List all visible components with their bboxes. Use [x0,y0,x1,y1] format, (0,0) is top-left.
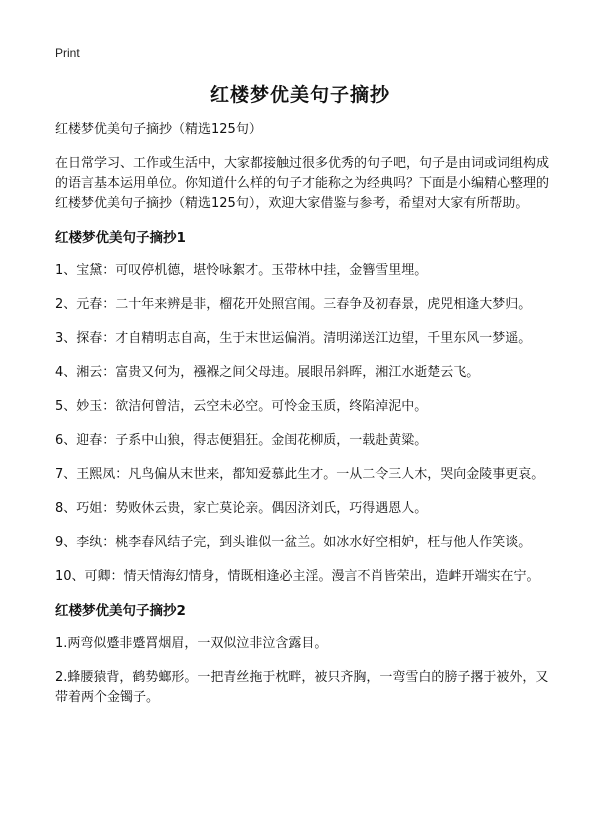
section-heading-2: 红楼梦优美句子摘抄2 [55,603,186,619]
print-label: Print [55,46,80,60]
list-item: 9、李纨：桃李春风结子完，到头谁似一盆兰。如冰水好空相妒，枉与他人作笑谈。 [55,535,532,550]
list-item: 4、湘云：富贵又何为，襁褓之间父母违。展眼吊斜晖，湘江水逝楚云飞。 [55,365,480,380]
document-subtitle: 红楼梦优美句子摘抄（精选125句） [55,122,262,137]
list-item: 7、王熙凤：凡鸟偏从末世来，都知爱慕此生才。一从二令三人木，哭向金陵事更哀。 [55,467,545,482]
document-title: 红楼梦优美句子摘抄 [209,84,390,106]
list-item: 1、宝黛：可叹停机德，堪怜咏絮才。玉带林中挂，金簪雪里埋。 [55,263,428,278]
list-item: 6、迎春：子系中山狼，得志便猖狂。金闺花柳质，一载赴黄粱。 [55,433,428,448]
section-heading-1: 红楼梦优美句子摘抄1 [55,230,186,246]
list-item: 1.两弯似蹙非蹙罥烟眉，一双似泣非泣含露目。 [55,636,328,651]
list-item: 2.蜂腰猿背，鹤势螂形。一把青丝拖于枕畔，被只齐胸，一弯雪白的膀子撂于被外，又带着两个金镯子。 [55,670,549,705]
intro-paragraph: 在日常学习、工作或生活中，大家都接触过很多优秀的句子吧，句子是由词或词组构成的语言基本运用单位。你知道什么样的句子才能称之为经典吗？下面是小编精心整理的红楼梦优美句子摘抄（精选125句），欢迎大家借鉴与参考，希望对大家有所帮助。 [55,156,550,211]
list-item: 5、妙玉：欲洁何曾洁，云空未必空。可怜金玉质，终陷淖泥中。 [55,399,428,414]
list-item: 3、探春：才自精明志自高，生于末世运偏消。清明涕送江边望，千里东风一梦遥。 [55,331,532,346]
document-body [55,120,555,722]
list-item: 2、元春：二十年来辨是非，榴花开处照宫闱。三春争及初春景，虎兕相逢大梦归。 [55,297,532,312]
list-item: 10、可卿：情天情海幻情身，情既相逢必主淫。漫言不肖皆荣出，造衅开端实在宁。 [55,569,540,584]
list-item: 8、巧姐：势败休云贵，家亡莫论亲。偶因济刘氏，巧得遇恩人。 [55,501,428,516]
